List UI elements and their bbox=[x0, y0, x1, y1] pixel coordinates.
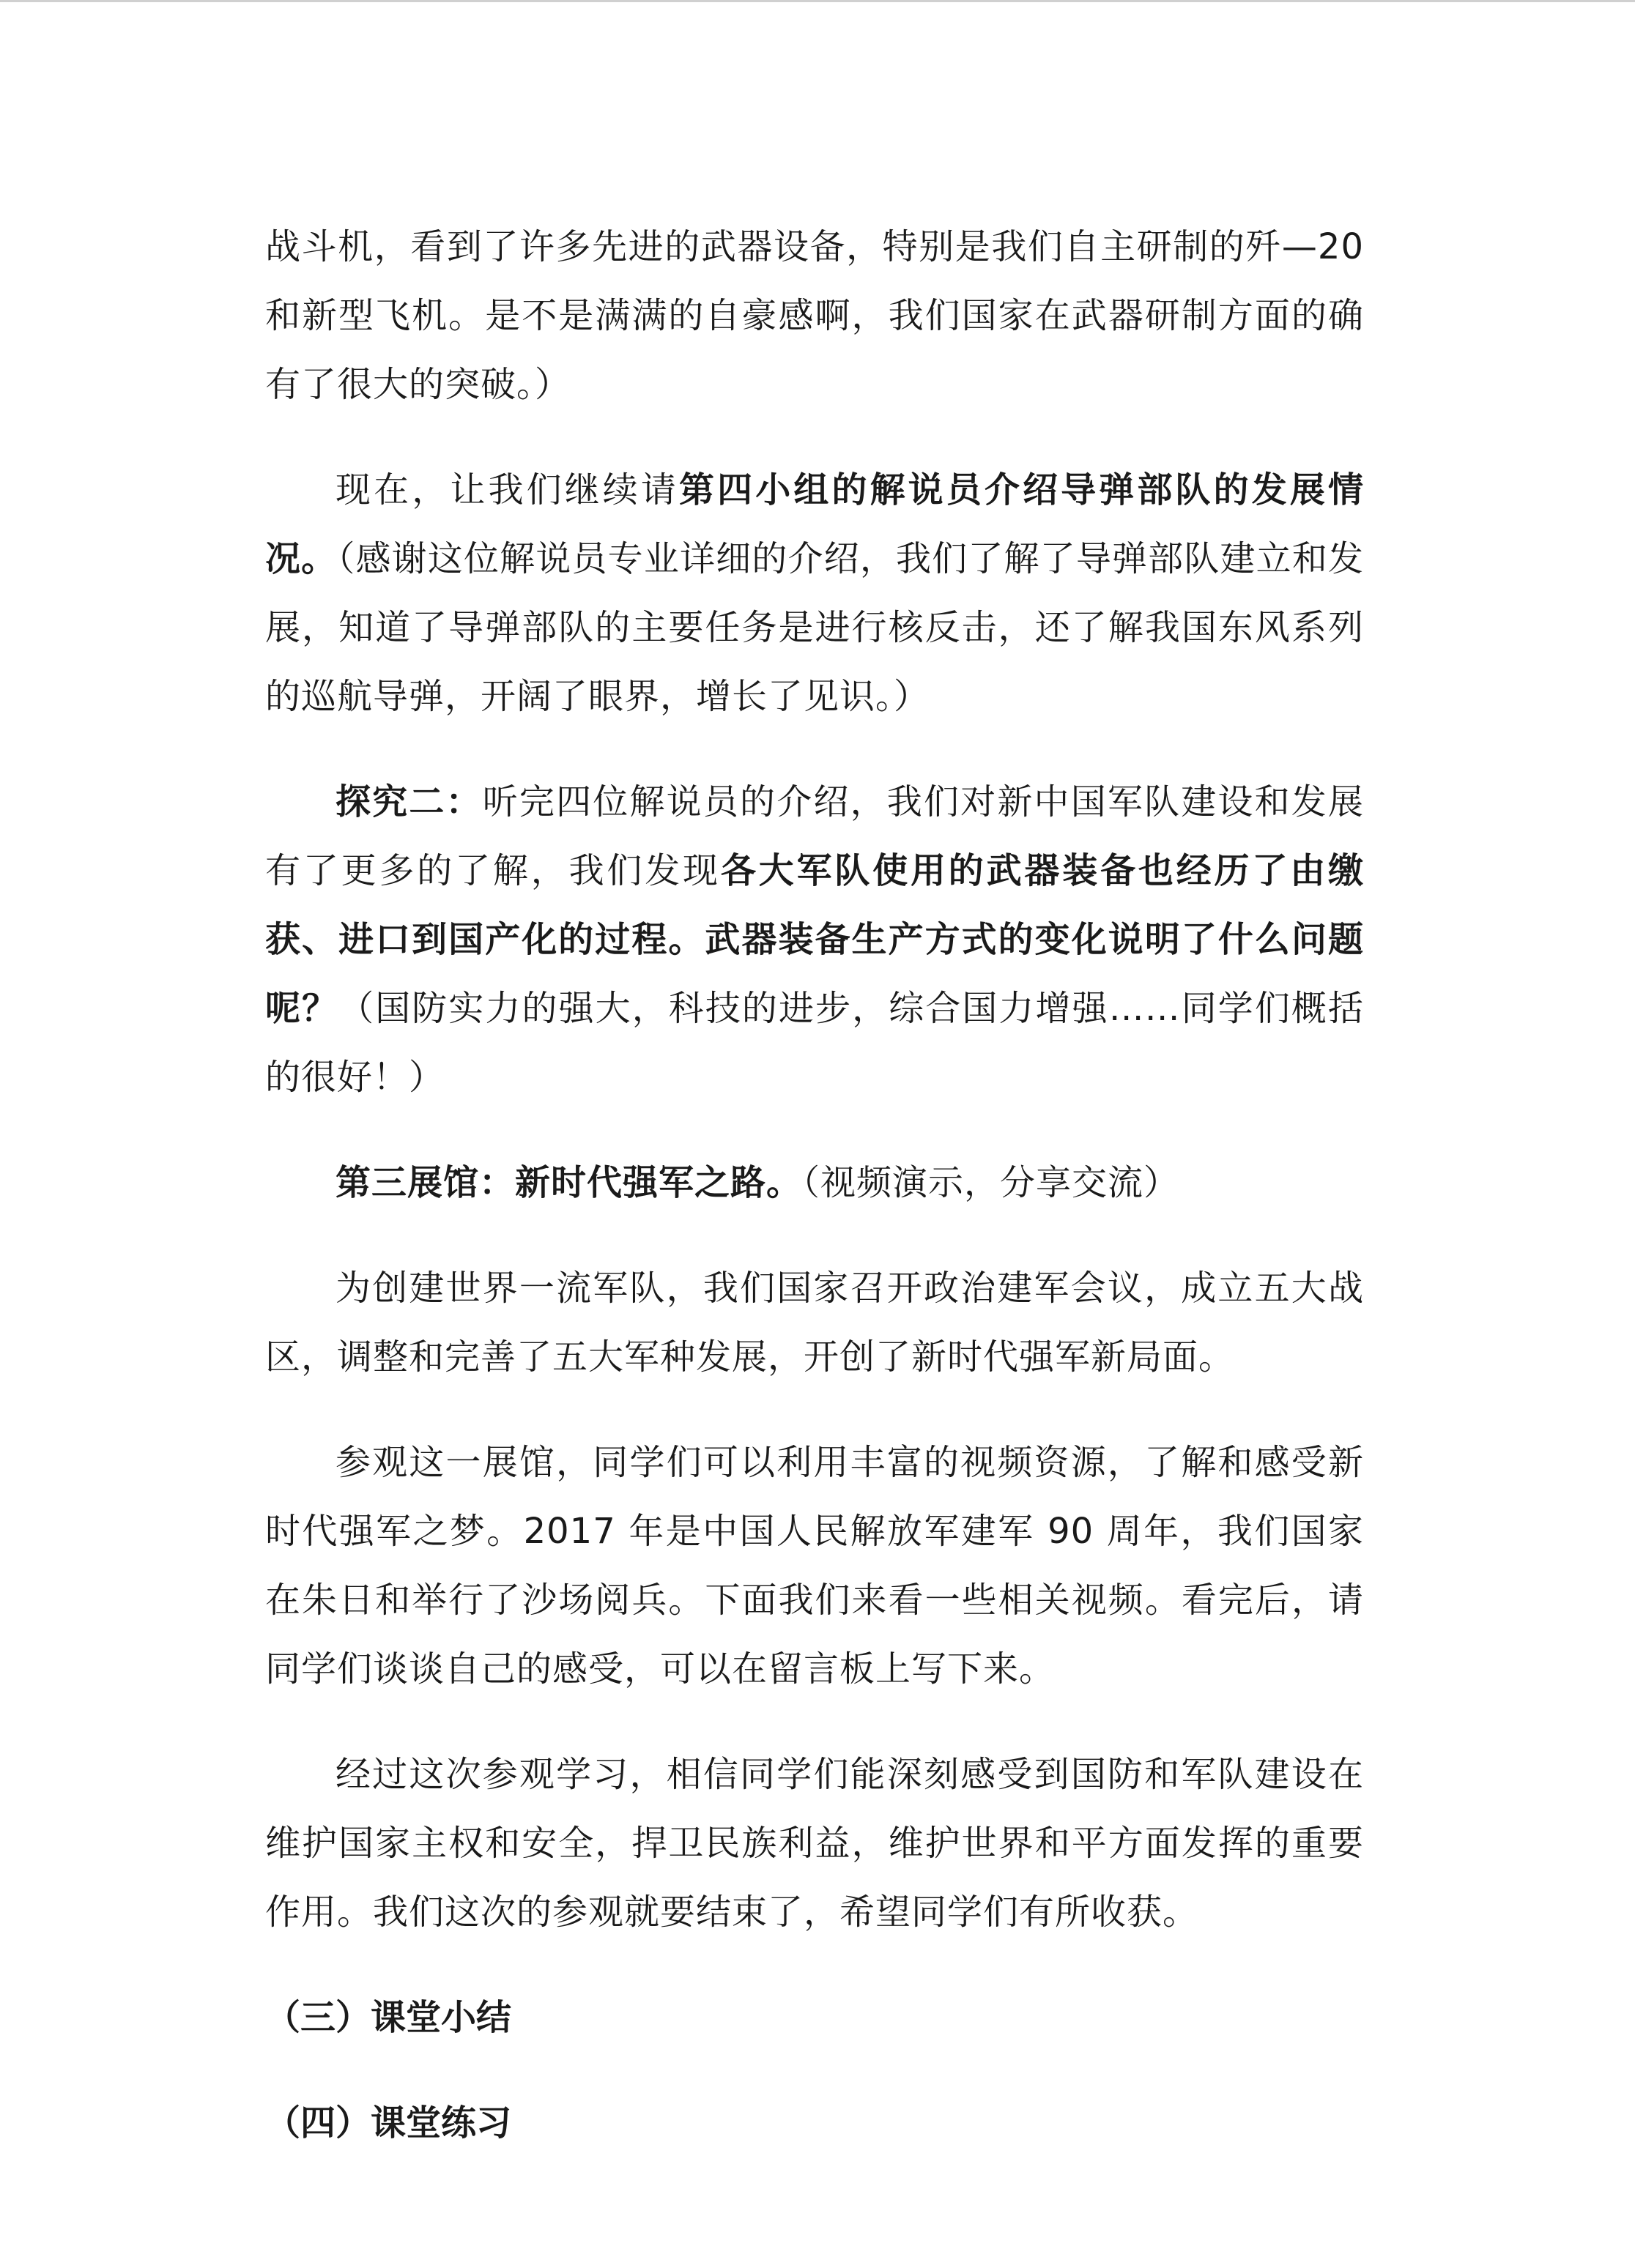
bold-text-run: 第四小组的解说员介绍导弹部队的发展情况。 bbox=[265, 469, 1364, 579]
paragraph-parade-video bbox=[265, 1428, 1364, 1703]
paragraph-missile-forces bbox=[265, 456, 1364, 731]
paragraph-inquiry-two bbox=[265, 767, 1364, 1112]
page-top-border bbox=[0, 0, 1635, 2]
text-run: 听完四位解说员的介绍，我们对新中国军队建设和发展有了更多的了解，我们发现 bbox=[265, 781, 1364, 891]
section-heading-summary: （三）课堂小结 bbox=[265, 1997, 512, 2038]
document-page bbox=[265, 212, 1364, 2194]
bold-text-run: 第三展馆：新时代强军之路。 bbox=[335, 1162, 803, 1203]
text-run: （国防实力的强大，科技的进步，综合国力增强……同学们概括的很好！） bbox=[265, 988, 1364, 1098]
section-heading-exercise: （四）课堂练习 bbox=[265, 2102, 512, 2144]
bold-text-run: 各大军队使用的武器装备也经历了由缴获、进口到国产化的过程。武器装备生产方式的变化说明了什么问题呢？ bbox=[265, 850, 1364, 1029]
text-run: 现在，让我们继续请 bbox=[335, 469, 680, 510]
text-run: （视频演示，分享交流） bbox=[802, 1162, 1180, 1203]
paragraph-fighter-jets bbox=[265, 212, 1364, 419]
bold-text-run: 探究二： bbox=[335, 781, 483, 822]
text-run: 战斗机，看到了许多先进的武器设备，特别是我们自主研制的歼—20 和新型飞机。是不是满满的自豪感啊，我们国家在武器研制方面的确有了很大的突破。） bbox=[265, 226, 1364, 405]
paragraph-world-class-army bbox=[265, 1254, 1364, 1391]
text-run: 为创建世界一流军队，我们国家召开政治建军会议，成立五大战区，调整和完善了五大军种发展，开创了新时代强军新局面。 bbox=[265, 1268, 1364, 1377]
text-run: 经过这次参观学习，相信同学们能深刻感受到国防和军队建设在维护国家主权和安全，捍卫民族利益，维护世界和平方面发挥的重要作用。我们这次的参观就要结束了，希望同学们有所收获。 bbox=[265, 1754, 1364, 1933]
text-run: 参观这一展馆，同学们可以利用丰富的视频资源，了解和感受新时代强军之梦。2017 年是中国人民解放军建军 90 周年，我们国家在朱日和举行了沙场阅兵。下面我们来看一些相关视频。看完后，请同学们谈谈自己的感受，可以在留言板上写下来。 bbox=[265, 1442, 1364, 1689]
paragraph-conclusion bbox=[265, 1740, 1364, 1947]
text-run: （感谢这位解说员专业详细的介绍，我们了解了导弹部队建立和发展，知道了导弹部队的主要任务是进行核反击，还了解我国东风系列的巡航导弹，开阔了眼界，增长了见识。） bbox=[265, 538, 1364, 717]
paragraph-third-hall bbox=[265, 1148, 1364, 1217]
